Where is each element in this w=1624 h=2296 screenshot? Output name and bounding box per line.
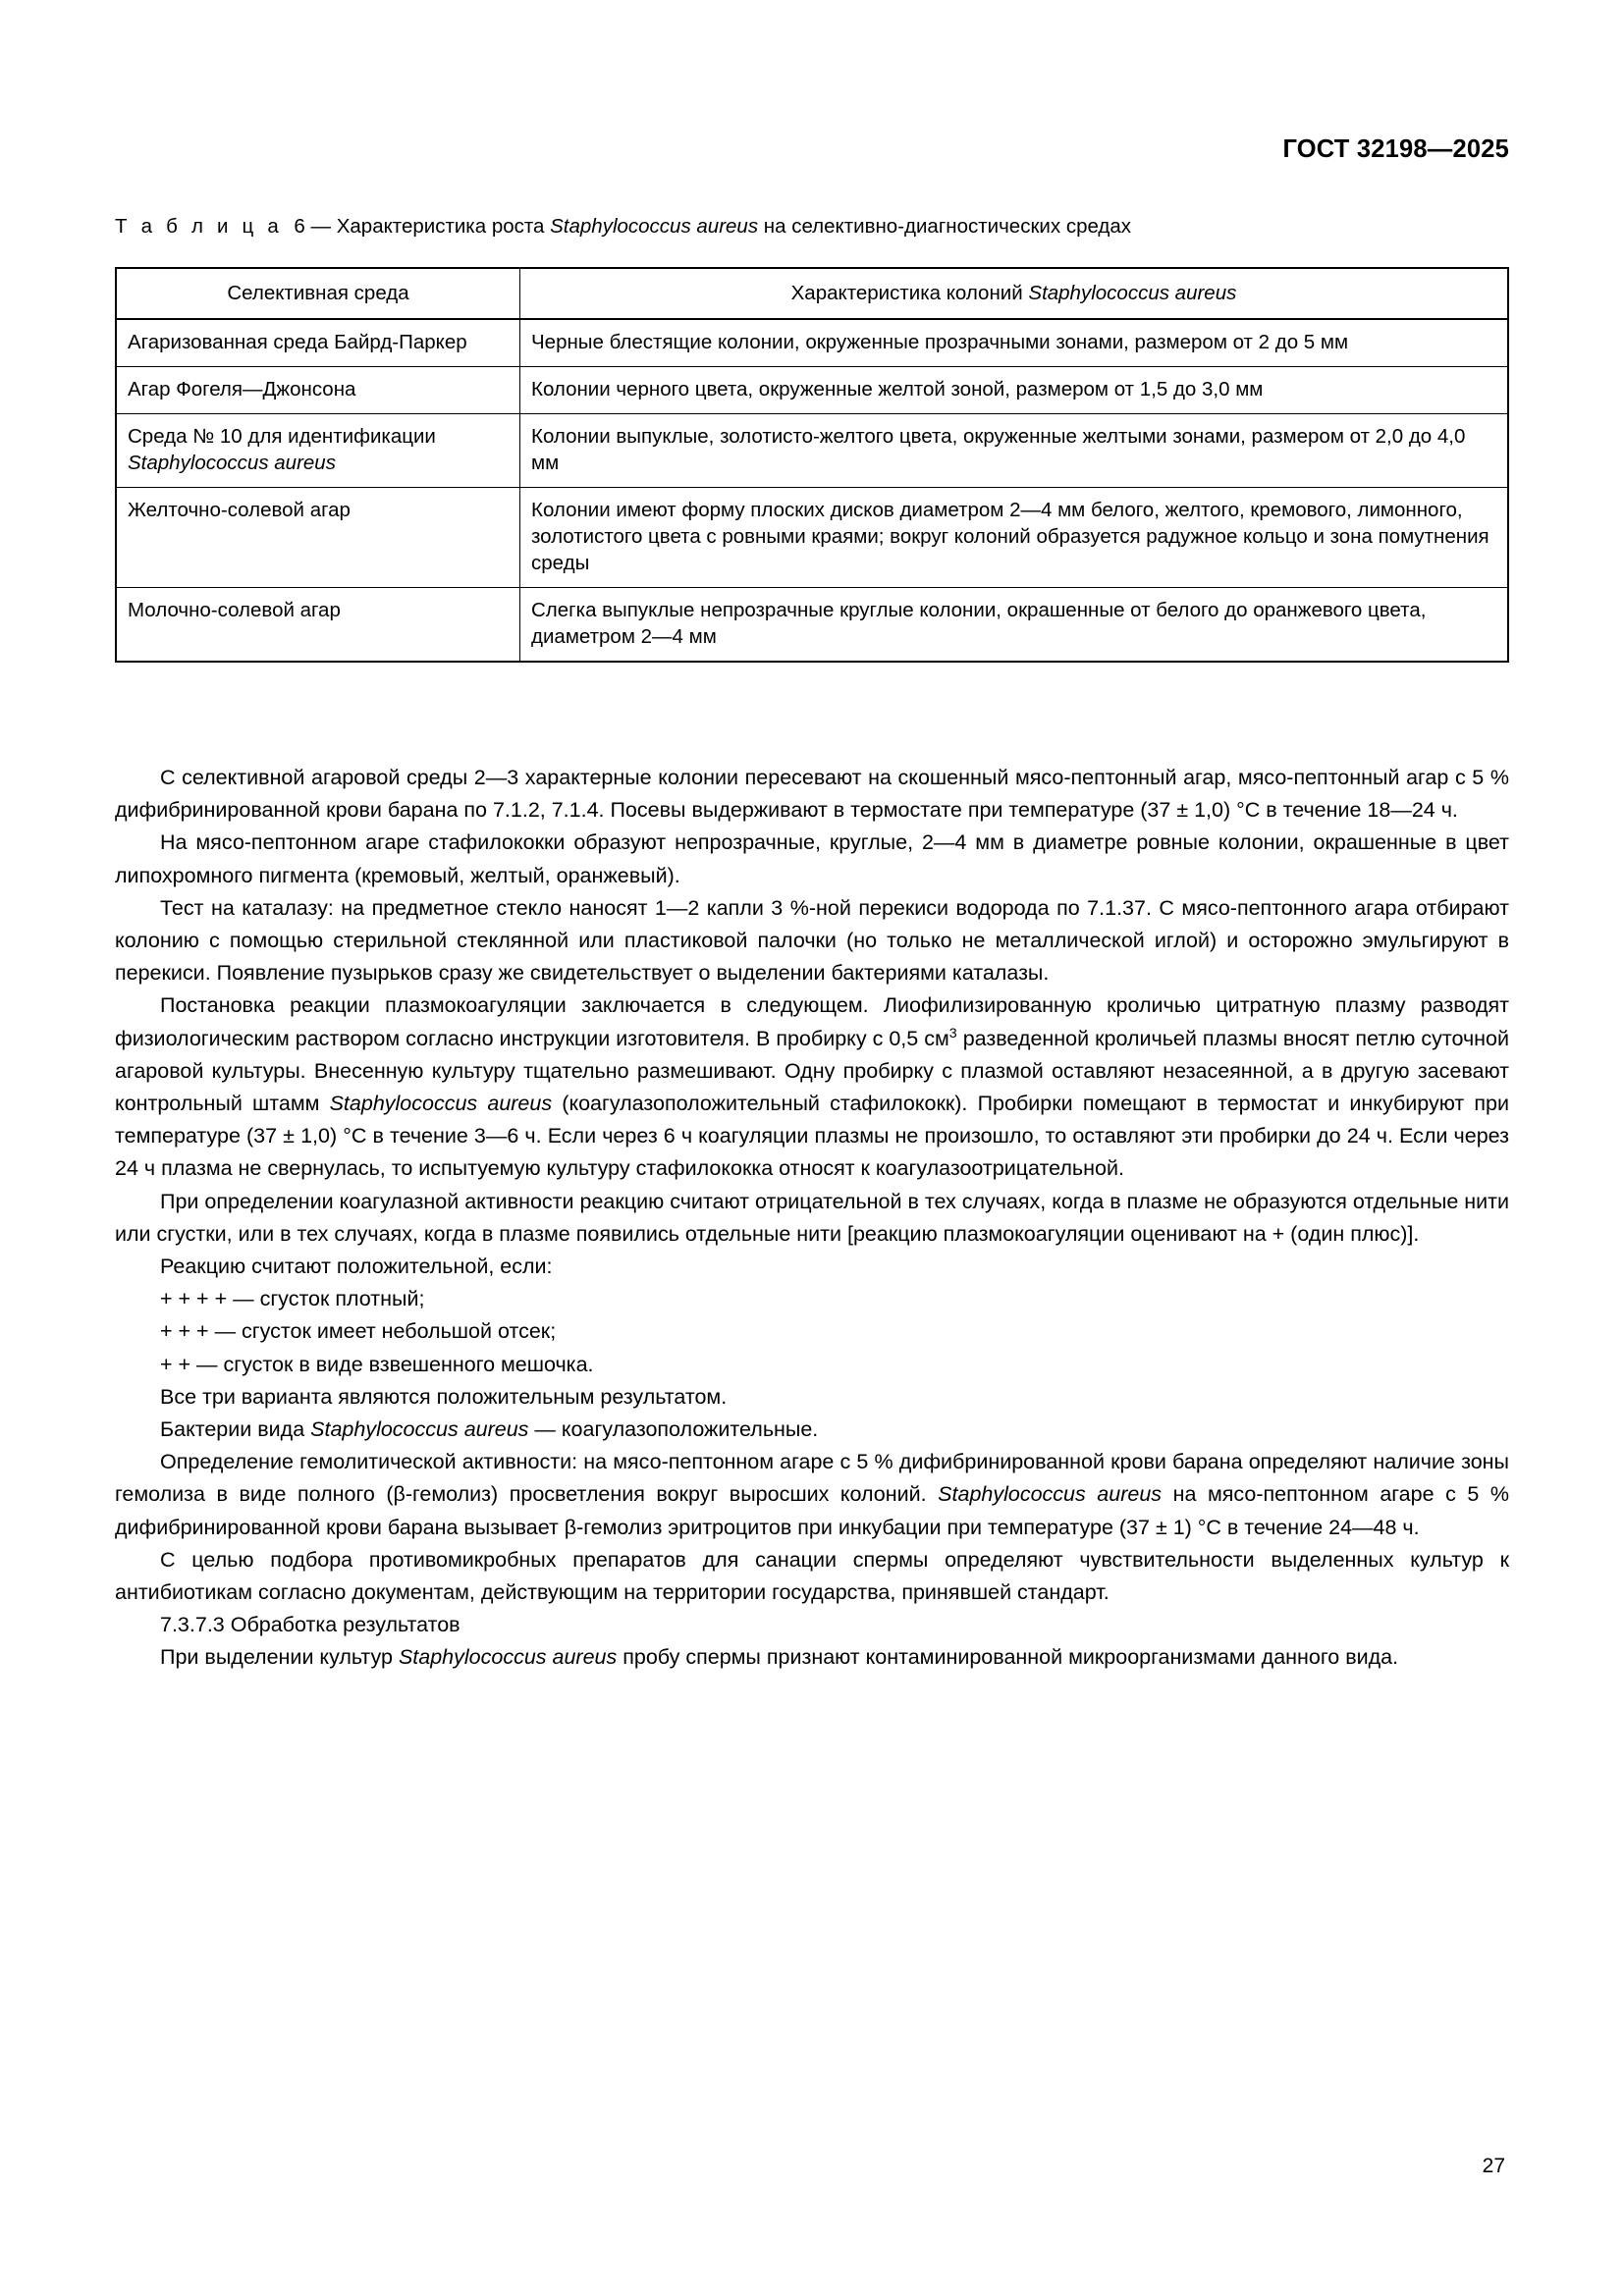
cell-medium [116, 414, 520, 488]
table-row [116, 319, 1508, 367]
table-caption-dash: — [310, 215, 332, 238]
results-part1: При выделении культур [160, 1645, 399, 1670]
results-species: Staphylococcus aureus [398, 1645, 618, 1670]
table-caption-label: Т а б л и ц а [115, 215, 283, 238]
superscript-cubic: 3 [948, 1025, 957, 1041]
plasmocoagulation-part1: Постановка реакции плазмокоагуляции заключается в следующем. Лиофилизированную кроличью цитратную плазму разводят физиологическим раствором согласно инструкции изготовителя. В пробирку с 0,5 см [115, 993, 1509, 1050]
table-header [116, 268, 1508, 319]
coagulase-positive-species: Staphylococcus aureus [310, 1417, 529, 1442]
plasmocoagulation-species: Staphylococcus aureus [329, 1092, 553, 1116]
paragraph-all-three-positive: Все три варианта являются положительным результатом. [160, 1384, 728, 1409]
cell-medium-species: Staphylococcus aureus [128, 452, 336, 475]
cell-medium-text: Агаризованная среда Байрд-Паркер [128, 331, 467, 354]
cell-description: Колонии имеют форму плоских дисков диаметром 2—4 мм белого, желтого, кремового, лимонного, золотистого цвета с ровными краями; вокруг колоний образуется радужное кольцо и зона помутнения среды [520, 488, 1509, 588]
cell-medium [116, 367, 520, 414]
cell-medium-text: Желточно-солевой агар [128, 499, 351, 522]
list-item-four-plus: + + + + — сгусток плотный; [160, 1287, 425, 1311]
column-header-colony-characteristics [520, 268, 1509, 319]
cell-medium [116, 588, 520, 663]
paragraph-positive-reaction-intro: Реакцию считают положительной, если: [160, 1255, 553, 1279]
table-caption-number: 6 [294, 215, 305, 238]
results-part2: пробу спермы признают контаминированной микроорганизмами данного вида. [617, 1645, 1399, 1670]
page-number: 27 [1482, 2155, 1505, 2177]
list-item-three-plus: + + + — сгусток имеет небольшой отсек; [160, 1319, 557, 1344]
table-body [116, 319, 1508, 662]
cell-medium [116, 319, 520, 367]
table-header-row [116, 268, 1508, 319]
column-header-colony-characteristics-text: Характеристика колоний [790, 282, 1029, 304]
table-caption [115, 214, 1509, 240]
table-6-container [115, 267, 1509, 663]
hemolytic-species: Staphylococcus aureus [938, 1482, 1163, 1507]
cell-medium [116, 488, 520, 588]
paragraph-results-processing [115, 1641, 1509, 1674]
paragraph-hemolytic-activity [115, 1446, 1509, 1544]
table-row [116, 488, 1508, 588]
table-row [116, 367, 1508, 414]
table-caption-text-before: Характеристика роста [336, 215, 551, 238]
body-text [115, 762, 1509, 1675]
cell-description: Слегка выпуклые непрозрачные круглые колонии, окрашенные от белого до оранжевого цвета, диаметром 2—4 мм [520, 588, 1509, 663]
hemolytic-part2: на мясо-пептонном агаре с 5 % дифибринированной крови барана вызывает β-гемолиз эритроцитов при инкубации при температуре (37 ± 1) °С в течение 24—48 ч. [115, 1482, 1509, 1539]
hemolytic-part1: Определение гемолитической активности: на мясо-пептонном агаре с 5 % дифибринированной крови барана определяют наличие зоны гемолиза в виде полного (β-гемолиз) просветления вокруг выросших колоний. [115, 1450, 1509, 1507]
table-caption-text-after: на селективно-диагностических средах [758, 215, 1132, 238]
table-row [116, 414, 1508, 488]
plasmocoagulation-part3: (коагулазоположительный стафилококк). Пробирки помещают в термостат и инкубируют при температуре (37 ± 1,0) °С в течение 3—6 ч. Если через 6 ч коагуляции плазмы не произошло, то оставляют эти пробирки до 24 ч. Если через 24 ч плазма не свернулась, то испытуемую культуру стафилококка относят к коагулазоотрицательной. [115, 1092, 1510, 1181]
plasmocoagulation-part2: разведенной кроличьей плазмы вносят петлю суточной агаровой культуры. Внесенную культуру тщательно размешивают. Одну пробирку с плазмой оставляют незасеянной, а в другую засевают контрольный штамм [115, 1026, 1510, 1116]
paragraph-antibiotic-sensitivity: С целью подбора противомикробных препаратов для санации спермы определяют чувствительности выделенных культур к антибиотикам согласно документам, действующим на территории государства, принявшей стандарт. [115, 1547, 1509, 1605]
table-caption-species: Staphylococcus aureus [550, 215, 759, 238]
cell-description: Колонии черного цвета, окруженные желтой зоной, размером от 1,5 до 3,0 мм [520, 367, 1509, 414]
coagulase-positive-part2: — коагулазоположительные. [528, 1417, 819, 1442]
cell-medium-text: Молочно-солевой агар [128, 599, 341, 622]
table-row [116, 588, 1508, 663]
cell-medium-text: Агар Фогеля—Джонсона [128, 378, 356, 401]
paragraph-coagulase-negative: При определении коагулазной активности реакцию считают отрицательной в тех случаях, когда в плазме не образуются отдельные нити или сгустки, или в тех случаях, когда в плазме появились отдельные нити [реакцию плазмокоагуляции оценивают на + (один плюс)]. [115, 1189, 1509, 1246]
coagulase-positive-part1: Бактерии вида [160, 1417, 311, 1442]
cell-description: Колонии выпуклые, золотисто-желтого цвета, окруженные желтыми зонами, размером от 2,0 до 4,0 мм [520, 414, 1509, 488]
column-header-medium: Селективная среда [116, 268, 520, 319]
running-header-standard-number: ГОСТ 32198—2025 [1282, 135, 1509, 163]
cell-description: Черные блестящие колонии, окруженные прозрачными зонами, размером от 2 до 5 мм [520, 319, 1509, 367]
paragraph-plasmocoagulation [115, 989, 1509, 1185]
paragraph-subculture: С селективной агаровой среды 2—3 характерные колонии пересевают на скошенный мясо-пептонный агар, мясо-пептонный агар с 5 % дифибринированной крови барана по 7.1.2, 7.1.4. Посевы выдерживают в термостате при температуре (37 ± 1,0) °С в течение 18—24 ч. [115, 766, 1509, 823]
paragraph-mpa-colonies: На мясо-пептонном агаре стафилококки образуют непрозрачные, круглые, 2—4 мм в диаметре ровные колонии, окрашенные в цвет липохромного пигмента (кремовый, желтый, оранжевый). [115, 830, 1509, 887]
cell-medium-text: Среда № 10 для идентификации [128, 425, 436, 449]
list-item-two-plus: + + — сгусток в виде взвешенного мешочка. [160, 1352, 594, 1376]
section-heading-7-3-7-3: 7.3.7.3 Обработка результатов [160, 1613, 460, 1637]
table-6 [115, 267, 1509, 663]
paragraph-coagulase-positive-species [115, 1414, 1509, 1446]
column-header-species: Staphylococcus aureus [1028, 282, 1237, 304]
paragraph-catalase-test: Тест на каталазу: на предметное стекло наносят 1—2 капли 3 %-ной перекиси водорода по 7.1.37. С мясо-пептонного агара отбирают колонию с помощью стерильной стеклянной или пластиковой палочки (но только не металлической иглой) и осторожно эмульгируют в перекиси. Появление пузырьков сразу же свидетельствует о выделении бактериями каталазы. [115, 895, 1509, 986]
